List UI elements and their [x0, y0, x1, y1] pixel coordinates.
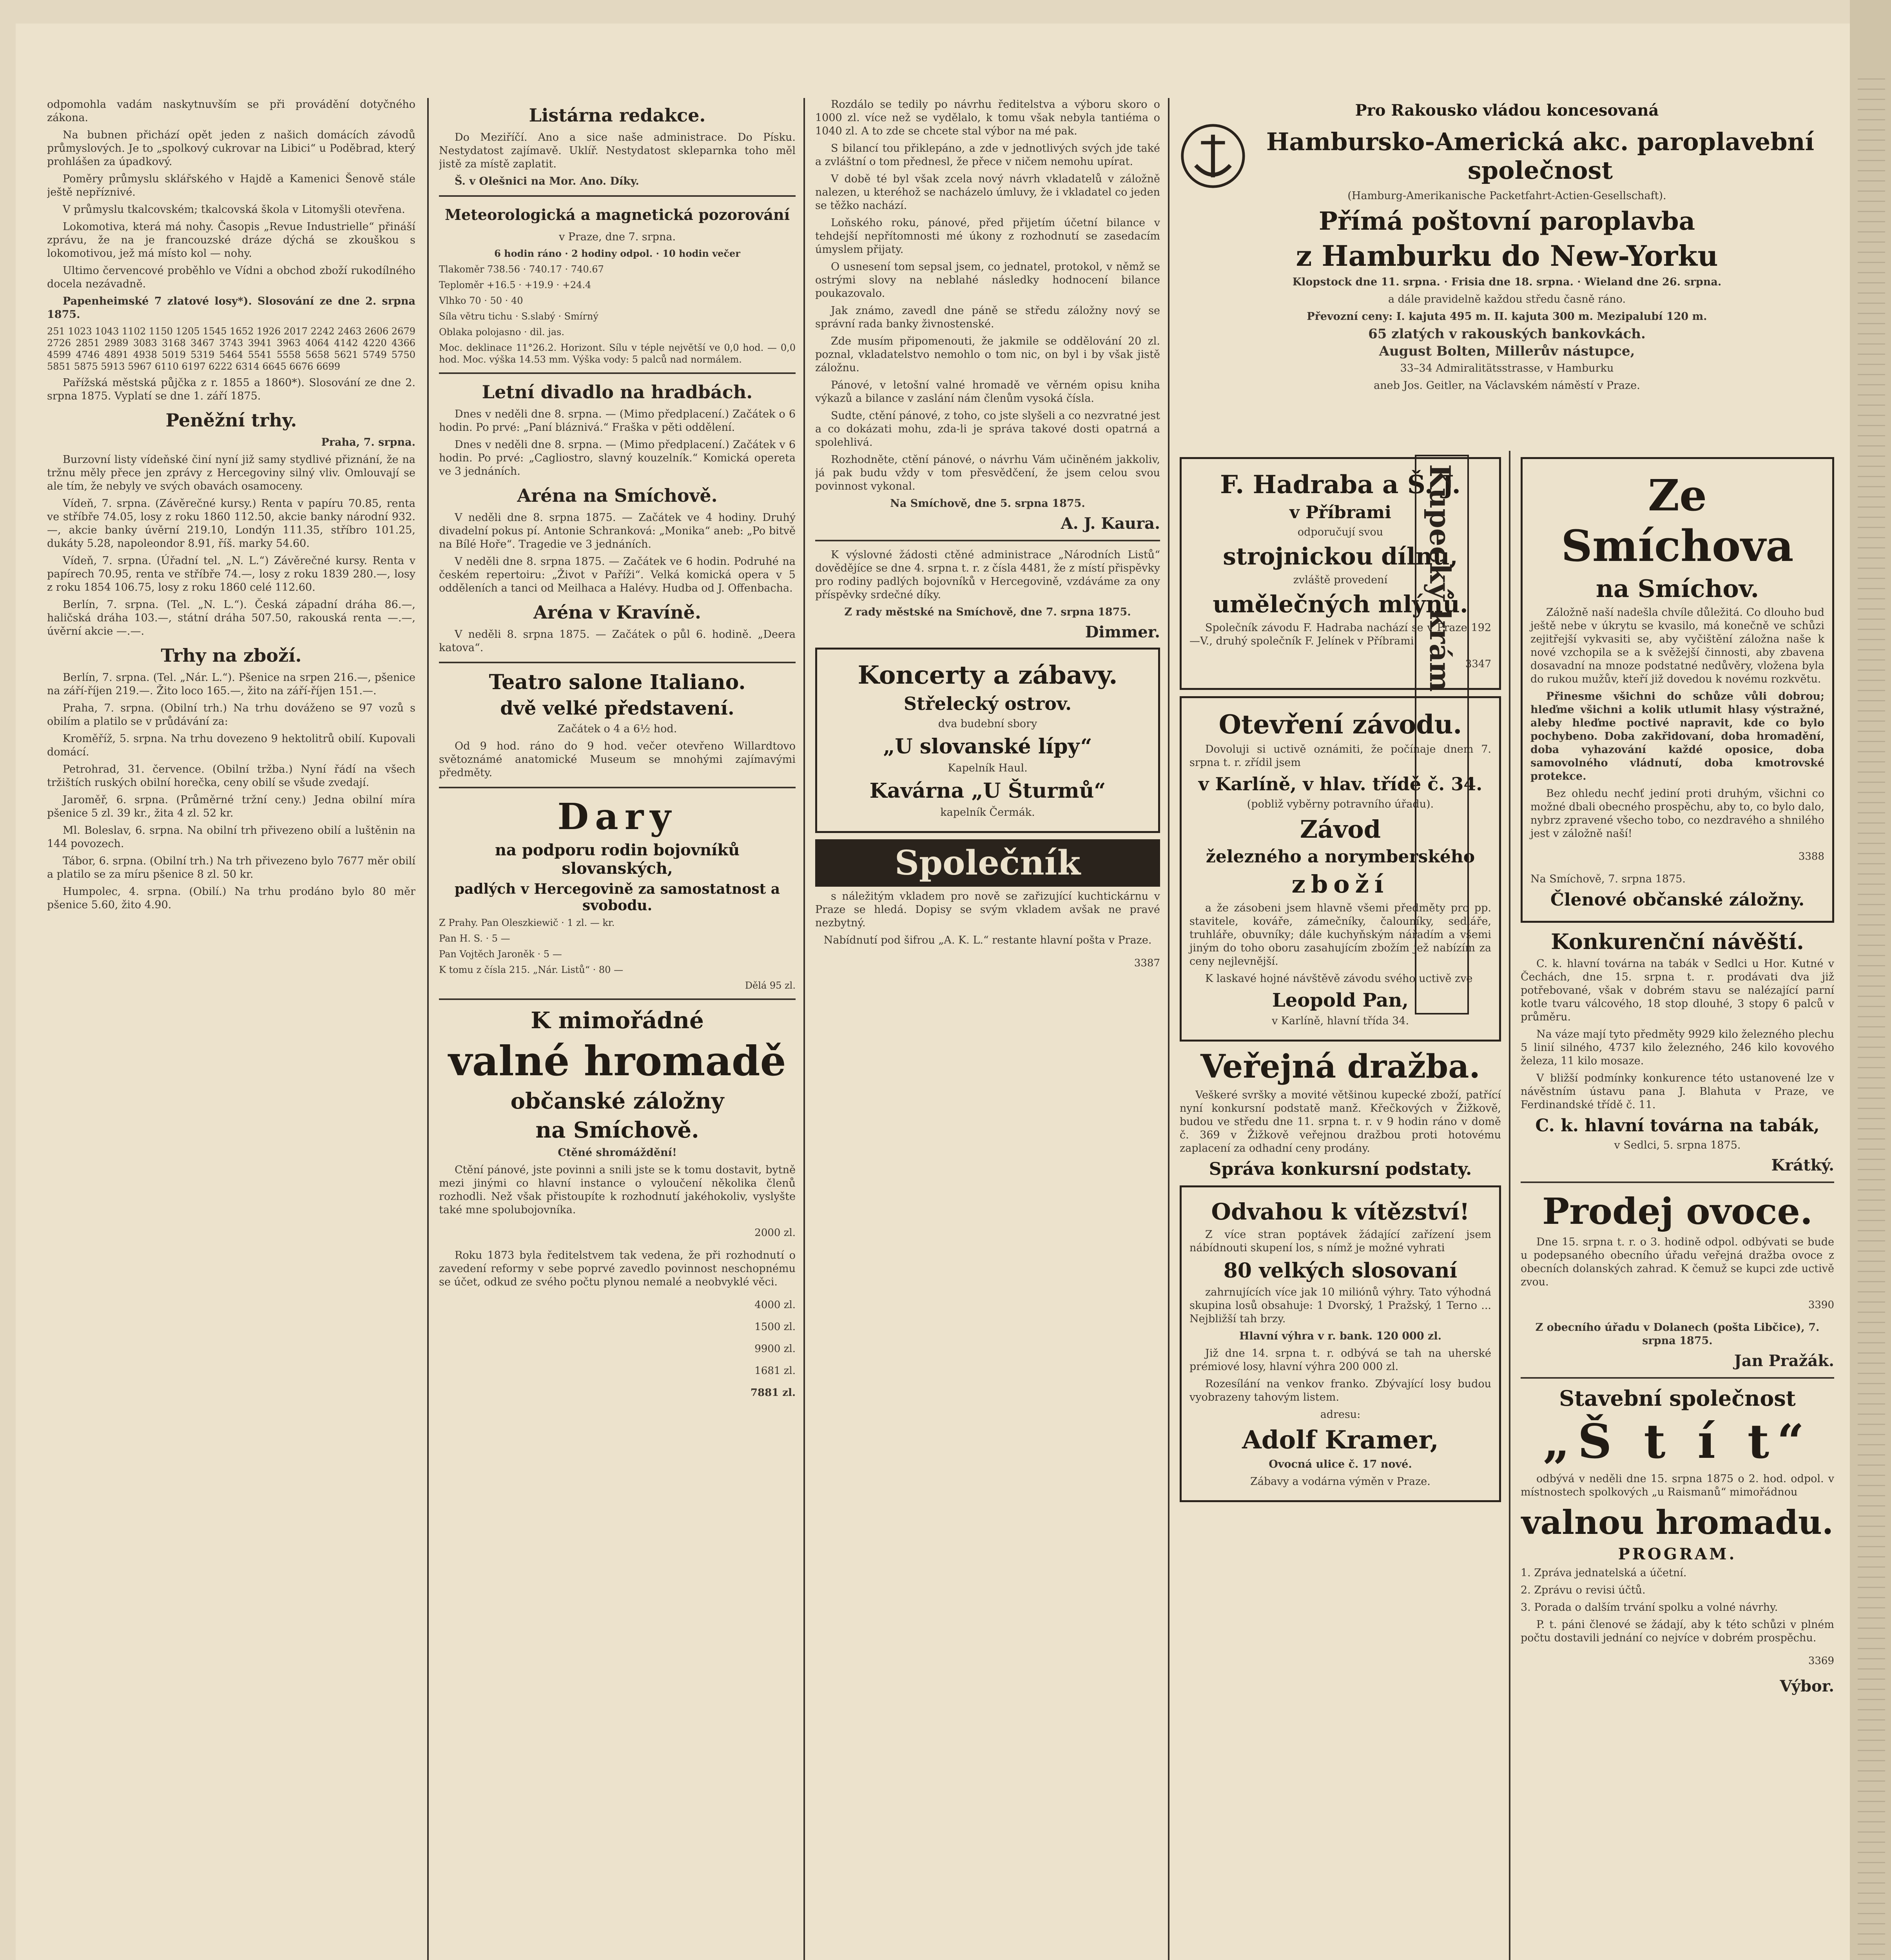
program-title: PROGRAM.: [1618, 1545, 1737, 1563]
text-paragraph: Berlín, 7. srpna. (Tel. „Nár. L.“). Pšenice na srpen 216.—, pšenice na září-říjen 219.—. Žito loco 165.—, žito na září-říjen 151.—.: [47, 671, 415, 697]
ad-heading: umělečných mlýnů.: [1213, 591, 1468, 618]
ad-text: Začátek o 4 a 6½ hod.: [557, 723, 677, 735]
venue: Kavárna „U Šturmů“: [869, 779, 1106, 803]
lottery-numbers: 251 1023 1043 1102 1150 1205 1545 1652 1926 2017 2242 2463 2606 2679 2726 2851 2989 3083 3168 3467 3743 3941 3963 4064 4142 4220 4366 4599 4746 4891 4938 5019 5319 5464 5541 5558 5658 5621 5749 5750 5851 5875 5913 5967 6110 6197 6222 6314 6645 6676 6699: [47, 326, 415, 372]
newspaper-page: [16, 24, 1850, 1960]
divider: [1521, 1377, 1834, 1379]
adjacent-page-edge: [1850, 0, 1891, 1960]
ad-text: 65 zlatých v rakouských bankovkách.: [1368, 326, 1646, 342]
ad-heading: Závod: [1300, 815, 1381, 844]
ad-number: 3347: [1465, 658, 1491, 670]
text-paragraph: V neděli 8. srpna 1875. — Začátek o půl 6. hodině. „Deera katova“.: [439, 628, 796, 654]
meteo-header: 6 hodin ráno · 2 hodiny odpol. · 10 hodin večer: [494, 248, 740, 259]
ad-signature: Leopold Pan,: [1272, 989, 1409, 1011]
signature: Členové občanské záložny.: [1550, 890, 1805, 910]
ad-topline: Pro Rakousko vládou koncesovaná: [1355, 101, 1659, 120]
ad-text: Od 9 hod. ráno do 9 hod. večer otevřeno Willardtovo světoznámé anatomické Museum se mnohými zajímavými předměty.: [439, 740, 796, 779]
column-1: [47, 98, 415, 1960]
amount: 4000 zl.: [754, 1299, 796, 1311]
text-paragraph: V průmyslu tkalcovském; tkalcovská škola v Litomyšli otevřena.: [63, 203, 405, 216]
divider: [439, 372, 796, 374]
ad-heading: Ze Smíchova: [1561, 470, 1794, 571]
ad-heading: Dary: [557, 795, 677, 838]
text-paragraph: Nabídnutí pod šifrou „A. K. L.“ restante hlavní pošta v Praze.: [823, 934, 1152, 946]
smichov-box: [1521, 457, 1834, 923]
text-paragraph: Vídeň, 7. srpna. (Závěrečné kursy.) Renta v papíru 70.85, renta ve stříbře 74.05, losy z roku 1860 112.50, akcie banky národní 932.—, akcie banky úvěrní 219.10, Londýn 111.35, stříbro 101.25, dukáty 5.28, napoleondor 8.91, říš. marky 54.60.: [47, 497, 415, 550]
ad-subheading: na Smíchov.: [1595, 574, 1759, 603]
signature: Dimmer.: [1085, 623, 1160, 641]
ad-text: Již dne 14. srpna t. r. odbývá se tah na uherské prémiové losy, hlavní výhra 200 000 zl.: [1189, 1347, 1491, 1373]
meteo-row: Teploměr +16.5 · +19.9 · +24.4: [439, 279, 591, 290]
text-paragraph: Na bubnen přichází opět jeden z našich domácích závodů průmyslových. Je to „spolkový cukrovar na Libici“ u Poděbrad, který prohlášen za úpadkový.: [47, 129, 415, 168]
text-paragraph: Praha, 7. srpna. (Obilní trh.) Na trhu dováženo se 97 vozů s obilím a platilo se v průdávání za:: [47, 702, 415, 728]
section-heading: Peněžní trhy.: [165, 410, 297, 431]
text-paragraph: Loňského roku, pánové, před přijetím účetní bilance v tehdejší nepřítomnosti mé úkony z rozhodnutí se zasedacím úmyslem přijaty.: [815, 217, 1160, 256]
lottery-text: Pařížská městská půjčka z r. 1855 a 1860*). Slosování ze dne 2. srpna 1875. Vyplatí se dne 1. září 1875.: [47, 377, 415, 402]
anchor-emblem-icon: [1180, 123, 1246, 189]
meteo-row: Vlhko 70 · 50 · 40: [439, 295, 523, 306]
ad-text: Zábavy a vodárna výměn v Praze.: [1250, 1475, 1430, 1488]
column-rule: [1509, 451, 1510, 1960]
ad-text: 33–34 Admiralitätsstrasse, v Hamburku: [1400, 362, 1614, 374]
ad-signature: Adolf Kramer,: [1242, 1425, 1439, 1455]
text-paragraph: Š. v Olešnici na Mor. Ano. Díky.: [455, 175, 639, 187]
ad-heading: strojnickou dílnu,: [1223, 543, 1458, 570]
column-2: [439, 98, 796, 1960]
ad-heading: valné hromadě: [448, 1037, 786, 1085]
ad-heading: Otevření závodu.: [1218, 709, 1462, 740]
amount-total: 7881 zl.: [750, 1387, 796, 1399]
lottery-title: Papenheimské 7 zlatové losy*). Slosování ze dne 2. srpna 1875.: [47, 295, 415, 321]
program-item: 2. Zprávu o revisi účtů.: [1521, 1584, 1646, 1596]
ad-text: Hlavní výhra v r. bank. 120 000 zl.: [1239, 1330, 1442, 1342]
column-5: [1521, 451, 1834, 1960]
text-paragraph: Tábor, 6. srpna. (Obilní trh.) Na trh přivezeno bylo 7677 měr obilí a platilo se za míru pšenice 8 zl. 50 kr.: [47, 855, 415, 880]
ad-number: 3390: [1808, 1299, 1834, 1311]
text-paragraph: Dne 15. srpna t. r. o 3. hodině odpol. odbývati se bude u podepsaného obecního úřadu veřejná dražba ovoce z obecních dolanských zahrad. K čemuž se kupci zde uctivě zvou.: [1521, 1236, 1834, 1288]
kupecky-column: [1415, 455, 1469, 1014]
text-paragraph: Berlín, 7. srpna. (Tel. „N. L.“). Česká západní dráha 86.—, haličská dráha 103.—, státní dráha 507.50, rakouská renta —.—, úvěrní akcie —.—.: [47, 599, 415, 637]
text-paragraph: Kroměříž, 5. srpna. Na trhu dovezeno 9 hektolitrů obilí. Kupovali domácí.: [47, 733, 415, 758]
text-paragraph: Roku 1873 byla ředitelstvem tak vedena, že při rozhodnutí o zavedení reformy v sebe poprvé zavedlo povinnost neschopnému se účet, odkud ze svého počtu plynou nemalé a neobvyklé věci.: [439, 1249, 796, 1288]
venue-note: kapelník Čermák.: [940, 806, 1035, 818]
text-paragraph: K výslovné žádosti ctěné administrace „Národních Listů“ dovědějíce se dne 4. srpna t. r. z čísla 4481, že z místí přispěvky pro rodiny padlých bojovníků v Hercegovině, vzdáváme za ony příspěvky srdečné díky.: [815, 549, 1160, 601]
ad-text: August Bolten, Millerův nástupce,: [1379, 343, 1635, 359]
ad-text: Společník závodu F. Hadraba nachází se v Praze 192—V., druhý společník F. Jelínek v Příbrami.: [1189, 622, 1491, 647]
text-paragraph: Ml. Boleslav, 6. srpna. Na obilní trh přivezeno obilí a luštěnin na 144 povozech.: [47, 824, 415, 850]
ad-heading: Teatro salone Italiano.: [489, 670, 746, 694]
amount: 1681 zl.: [754, 1365, 796, 1377]
signature: C. k. hlavní továrna na tabák,: [1535, 1116, 1820, 1136]
ad-heading: Koncerty a zábavy.: [858, 661, 1118, 690]
donation-row: Pan Vojtěch Jaroněk · 5 —: [439, 949, 562, 960]
donation-row: K tomu z čísla 215. „Nár. Listů“ · 80 —: [439, 964, 624, 975]
ad-heading: Společník: [815, 839, 1160, 887]
text-paragraph: P. t. páni členové se žádají, aby k této schůzi v plném počtu dostavili jednání co nejvíce v dobrém prospěchu.: [1521, 1619, 1834, 1644]
ad-text: Ovocná ulice č. 17 nové.: [1269, 1458, 1412, 1470]
meteo-row: Síla větru tichu · S.slabý · Smírný: [439, 311, 598, 322]
signature: Krátký.: [1771, 1156, 1834, 1174]
ad-number: 3387: [1134, 957, 1160, 969]
kupecky-vertical-text: Kupecký krám: [1423, 464, 1457, 692]
text-paragraph: Dnes v neděli dne 8. srpna. — (Mimo předplacení.) Začátek v 6 hodin. Po prvé: „Cagliostro, slavný kouzelník.“ Komická opereta ve 3 jednáních.: [439, 439, 796, 477]
ad-heading: Veřejná dražba.: [1200, 1048, 1480, 1085]
ad-subheading: padlých v Hercegovině za samostatnost a svobodu.: [454, 881, 780, 914]
meteo-row: Oblaka polojasno · dil. jas.: [439, 327, 564, 338]
section-heading: Aréna v Kravíně.: [533, 602, 702, 623]
text-paragraph: C. k. hlavní továrna na tabák v Sedlci u Hor. Kutné v Čechách, dne 15. srpna t. r. prodávati dva již potřebované, však v dobrém stavu se nalézající parní kotle tvaru válcového, 18 stop dlouhé, 3 stopy 6 palců v průměru.: [1521, 958, 1834, 1023]
ad-subheading: občanské záložny: [510, 1088, 724, 1114]
ad-text: adresu:: [1320, 1408, 1361, 1421]
ad-heading: Hambursko-Americká akc. paroplavební společnost: [1266, 127, 1815, 185]
ad-subheading: železného a norymberského: [1206, 847, 1475, 867]
signature-place: Na Smíchově, 7. srpna 1875.: [1530, 873, 1686, 885]
text-paragraph: Burzovní listy vídeňské činí nyní již samy stydlivé přiznání, že na tržnu měly přece jen zprávy z Hercegoviny silný vliv. Omlouvají se ale tím, že nebyly ve svých obavách osamoceny.: [47, 454, 415, 492]
text-paragraph: Humpolec, 4. srpna. (Obilí.) Na trhu prodáno bylo 80 měr pšenice 5.60, žito 4.90.: [47, 886, 415, 911]
signature-place: Z obecního úřadu v Dolanech (pošta Libčice), 7. srpna 1875.: [1535, 1321, 1820, 1347]
text-paragraph: Petrohrad, 31. července. (Obilní tržba.) Nyní řádí na všech tržištích ruských obilní horečka, ceny obilí se všude zvedají.: [47, 763, 415, 789]
ad-heading: dvě velké představení.: [500, 697, 734, 719]
ad-text: zahrnujících více jak 10 miliónů výhry. Tato výhodná skupina losů obsahuje: 1 Dvorský, 1 Pražský, 1 Terno ... Nejbližší tah brzy.: [1189, 1286, 1491, 1325]
ad-text: (pobliž vyběrny potravního úřadu).: [1247, 798, 1434, 810]
divider: [439, 195, 796, 197]
program-item: 3. Porada o dalším trvání spolku a volné návrhy.: [1521, 1601, 1778, 1613]
text-paragraph: S bilancí tou přiklepáno, a zde v jednotlivých svých jde také a zvláštní o tom přednesl, že přece v ničem nemohu upírat.: [815, 142, 1160, 168]
ad-heading: Konkurenční návěští.: [1551, 929, 1804, 954]
text-paragraph: Přinesme všichni do schůze vůli dobrou; hleďme všichni a kolik utlumit hlasy výstražné, aleby hleďme poctivé napravit, kde co bylo pochybeno. Doba zakřidovaní, doba hromadění, doba vyhazování každé oposice, doba samovolného vládnutí, doba kmotrovské protekce.: [1530, 690, 1824, 782]
ad-subheading: Stavební společnost: [1559, 1386, 1796, 1411]
ad-subtitle: (Hamburg-Amerikanische Packetfahrt-Actien-Gesellschaft).: [1347, 190, 1666, 202]
column-rule: [1168, 98, 1169, 1960]
text-paragraph: Záložně naší nadešla chvíle důležitá. Co dlouho bud ještě nebe v úkrytu se kvasilo, má konečně ve schůzi zejitřejší vykvasiti se, aby vyčištění záložna naše k nové vzchopila se a k svěžejší činnosti, aby zbavena dosavadní na mnoze podstatné nedůvěry, vložena byla do rukou mužův, kteří již dovedou k novému rozkvětu.: [1530, 606, 1824, 685]
dateline: Praha, 7. srpna.: [321, 436, 415, 448]
ad-heading: z Hamburku do New-Yorku: [1296, 239, 1718, 272]
greeting: Ctěné shromáždění!: [558, 1147, 677, 1159]
ad-text: Veškeré svršky a movité většinou kupecké zboží, patřící nyní konkursní podstatě manž. Křečkových v Žižkově, budou ve středu dne 11. srpna t. r. v 9 hodin ráno v domě č. 369 v Žižkově veřejnou dražbou proti hotovému zaplacení za odhadní ceny prodány.: [1180, 1089, 1501, 1154]
meteo-row: Tlakoměr 738.56 · 740.17 · 740.67: [439, 264, 604, 275]
ad-text: K laskavé hojné návštěvě závodu svého uctivě zve: [1205, 973, 1473, 985]
donation-row: Pan H. S. · 5 —: [439, 933, 510, 944]
section-heading: Letní divadlo na hradbách.: [482, 381, 753, 403]
divider: [439, 662, 796, 663]
signature-place: Z rady městské na Smíchově, dne 7. srpna 1875.: [844, 606, 1131, 618]
text-paragraph: Jak známo, zavedl dne páně se středu záložny nový se správní rada banky živnostenské.: [815, 305, 1160, 330]
ad-heading: 80 velkých slosovaní: [1223, 1259, 1458, 1283]
venue-note: Kapelník Haul.: [948, 762, 1028, 774]
ad-heading: zboží: [1291, 870, 1389, 898]
divider: [439, 998, 796, 1000]
column-rule: [427, 98, 429, 1960]
text-paragraph: s náležitým vkladem pro nově se zařizující kuchtickárnu v Praze se hledá. Dopisy se svým vkladem avšak ne pravé nezbytný.: [815, 890, 1160, 929]
ad-heading: Odvahou k vítězství!: [1211, 1198, 1470, 1225]
venue: „U slovanské lípy“: [883, 735, 1092, 759]
signature-place: v Sedlci, 5. srpna 1875.: [1614, 1139, 1741, 1151]
donation-row: Z Prahy. Pan Oleszkiewič · 1 zl. — kr.: [439, 917, 615, 928]
ship-list: Klopstock dne 11. srpna. · Frisia dne 18. srpna. · Wieland dne 26. srpna.: [1292, 276, 1722, 288]
ad-text: Rozesílání na venkov franko. Zbývající losy budou vyobrazeny tahovým listem.: [1189, 1378, 1491, 1403]
ad-heading: „Š t í t“: [1543, 1414, 1812, 1469]
text-paragraph: V době té byl však zcela nový návrh vkladatelů v záložně nalezen, u kteréhož se nacházelo úmluvy, že i vkladatel co jeden se těžko nachází.: [815, 173, 1160, 212]
ad-text: a že zásobeni jsem hlavně všemi předměty pro pp. stavitele, kováře, zámečníky, čalouníky, sedláře, truhláře, obuvníky; dále kuchyňským nářadím a všemi jiným do toho oboru zasahujícím zbožím jež nabízím za ceny nejlevnější.: [1189, 902, 1491, 967]
column-3: [815, 98, 1160, 1960]
divider: [815, 540, 1160, 541]
ad-subheading: v Karlíně, v hlav. třídě č. 34.: [1198, 773, 1483, 795]
text-paragraph: Poměry průmyslu sklářského v Hajdě a Kamenici Šenově stále ještě nepříznivé.: [47, 173, 415, 198]
section-heading: Listárna redakce.: [529, 105, 706, 126]
ad-text: Dovoluji si uctivě oznámiti, že počínaje dnem 7. srpna t. r. zřídil jsem: [1189, 743, 1491, 769]
ad-subheading: na podporu rodin bojovníků slovanských,: [495, 841, 740, 878]
meteo-place: v Praze, dne 7. srpna.: [558, 231, 676, 243]
ad-heading: K mimořádné: [531, 1007, 704, 1034]
text-paragraph: Do Meziříčí. Ano a sice naše administrace. Do Písku. Nestydatost zajímavě. Uklíř. Nestydatost skleparnka toho měl jistě za místě zaplatit.: [439, 131, 796, 170]
text-paragraph: Rozhodněte, ctění pánové, o návrhu Vám učiněném jakkoliv, já pak budu vždy v tom přesvědčení, že jsem celou svou povinnost vykonal.: [815, 454, 1160, 492]
amount: 9900 zl.: [754, 1343, 796, 1355]
text-paragraph: Na váze mají tyto předměty 9929 kilo železného plechu 5 linií silného, 4737 kilo železného, 246 kilo kovového železa, 11 kilo mosaze.: [1521, 1028, 1834, 1067]
amount: 1500 zl.: [754, 1321, 796, 1333]
text-paragraph: Dnes v neděli dne 8. srpna. — (Mimo předplacení.) Začátek o 6 hodin. Po prvé: „Paní bláznivá.“ Fraška v pěti oddělení.: [439, 408, 796, 434]
ad-text: a dále pravidelně každou středu časně ráno.: [1388, 293, 1626, 305]
section-heading: Meteorologická a magnetická pozorování: [444, 206, 790, 223]
ad-subheading: na Smíchově.: [535, 1117, 699, 1143]
venue-note: dva budební sbory: [938, 718, 1037, 730]
text-paragraph: Ctění pánové, jste povinni a snili jste se k tomu dostavit, bytně mezi jinými co hlavní instance o vyloučení několika členů rozhodli. Než však přistoupíte k rozhodnutí jakéhokoliv, vyslyšte také mne spolubojovníka.: [439, 1164, 796, 1216]
section-heading: Aréna na Smíchově.: [517, 485, 718, 506]
ad-text: v Karlíně, hlavní třída 34.: [1271, 1015, 1409, 1027]
venue: Střelecký ostrov.: [903, 693, 1072, 714]
text-paragraph: Pánové, v letošní valné hromadě ve věrném opisu kniha výkazů a bilance v zaslání nám členům vysoká čísla.: [815, 379, 1160, 405]
ad-text: odporučují svou: [1297, 526, 1383, 538]
ad-heading: F. Hadraba a Š. J.: [1220, 470, 1461, 499]
text-paragraph: Vídeň, 7. srpna. (Úřadní tel. „N. L.“) Závěrečné kursy. Renta v papírech 70.95, renta ve stříbře 74.—, losy z roku 1839 280.—, losy z roku 1854 106.75, losy z roku 1860 celé 112.60.: [47, 555, 415, 593]
text-paragraph: Sudte, ctění pánové, z toho, co jste slyšeli a co nezvratné jest a co dokázati mohu, zda-li je správa takové dosti opatrná a spolehlivá.: [815, 410, 1160, 448]
column-rule: [803, 98, 805, 1960]
text-paragraph: Zde musím připomenouti, že jakmile se oddělování 20 zl. poznal, vkladatelstvo nemohlo o tom nic, on byl i by však jistě záložnu.: [815, 335, 1160, 374]
ad-number: 3388: [1798, 851, 1824, 862]
ad-heading: Přímá poštovní paroplavba: [1318, 207, 1695, 236]
text-paragraph: odbývá v neděli dne 15. srpna 1875 o 2. hod. odpol. v místnostech spolkových „u Raismanů“ mimořádnou: [1521, 1473, 1834, 1498]
section-heading: Trhy na zboží.: [161, 645, 302, 666]
text-paragraph: Bez ohledu nechť jediní proti druhým, všichni co možné dbali obecného prospěchu, aby to, co bylo dalo, nybrz zpravené všecho tobo, co nezdravého a shnilého jest v záložně naší!: [1530, 788, 1824, 840]
text-paragraph: Lokomotiva, která má nohy. Časopis „Revue Industrielle“ přináší zprávu, že na je francouzské dráze dýchá se zkouškou s lokomotivou, jež má místo kol — nohy.: [47, 221, 415, 260]
text-paragraph: Jaroměř, 6. srpna. (Průměrné tržní ceny.) Jedna obilní míra pšenice 5 zl. 39 kr., žita 4 zl. 52 kr.: [47, 794, 415, 819]
text-paragraph: V neděli dne 8. srpna 1875. — Začátek ve 4 hodiny. Druhý divadelní pokus pí. Antonie Schranková: „Monika“ aneb: „Po bitvě na Bílé Hoře“. Tragedie ve 3 jednáních.: [439, 512, 796, 550]
ad-heading: Prodej ovoce.: [1542, 1190, 1813, 1232]
text-paragraph: V bližší podmínky konkurence této ustanovené lze v návěstním ústavu pana J. Blahuta v Praze, ve Ferdinandské třídě č. 11.: [1521, 1072, 1834, 1111]
amount: 2000 zl.: [754, 1227, 796, 1239]
concerts-box: [815, 648, 1160, 833]
divider: [1521, 1181, 1834, 1183]
ad-signature: Správa konkursní podstaty.: [1209, 1159, 1472, 1179]
ad-heading: valnou hromadu.: [1521, 1503, 1834, 1542]
ad-text: Převozní ceny: I. kajuta 495 m. II. kajuta 300 m. Mezipalubí 120 m.: [1307, 310, 1707, 323]
divider: [439, 787, 796, 788]
lottery-ad: [1180, 1185, 1501, 1502]
ad-subheading: v Příbrami: [1289, 503, 1391, 523]
text-paragraph: O usnesení tom sepsal jsem, co jednatel, protokol, v němž se ostrými slovy na neblahé následky hodnocení bilance poukazovalo.: [815, 261, 1160, 299]
text-paragraph: Ultimo červencové proběhlo ve Vídni a obchod zboží rukodílného docela nezávadně.: [47, 265, 415, 290]
signature: Jan Pražák.: [1734, 1352, 1834, 1370]
signature-place: Na Smíchově, dne 5. srpna 1875.: [890, 497, 1085, 510]
ad-text: zvláště provedení: [1293, 574, 1388, 586]
donation-total: Dělá 95 zl.: [745, 980, 796, 991]
text-paragraph: V neděli dne 8. srpna 1875. — Začátek ve 6 hodin. Podruhé na českém repertoiru: „Život v Paříži“. Velká komická opera v 5 odděleních a tanci od Meilhaca a Halévy. Hudba od J. Offenbacha.: [439, 555, 796, 594]
ad-text: aneb Jos. Geitler, na Václavském náměstí v Praze.: [1374, 379, 1640, 392]
signature: Výbor.: [1780, 1677, 1834, 1695]
column-4-top: [1180, 98, 1834, 443]
text-paragraph: odpomohla vadám naskytnuvším se při provádění dotyčného zákona.: [47, 98, 415, 124]
signature: A. J. Kaura.: [1061, 514, 1160, 533]
ad-number: 3369: [1808, 1655, 1834, 1667]
text-paragraph: Rozdálo se tedily po návrhu ředitelstva a výboru skoro o 1000 zl. více než se vydělalo, k tomu však nebyla tantiéma o 1040 zl. A to zde se chcete stal výbor na mé pak.: [815, 98, 1160, 137]
ad-text: Z více stran poptávek žádající zařízení jsem nábídnouti skupení los, s nímž je možné vyhrati: [1189, 1229, 1491, 1254]
program-item: 1. Zpráva jednatelská a účetní.: [1521, 1567, 1687, 1579]
meteo-footnote: Moc. deklinace 11°26.2. Horizont. Sílu v téple největší ve 0,0 hod. — 0,0 hod. Moc. výška 14.53 mm. Výška vody: 5 palců nad normálem.: [439, 342, 796, 365]
